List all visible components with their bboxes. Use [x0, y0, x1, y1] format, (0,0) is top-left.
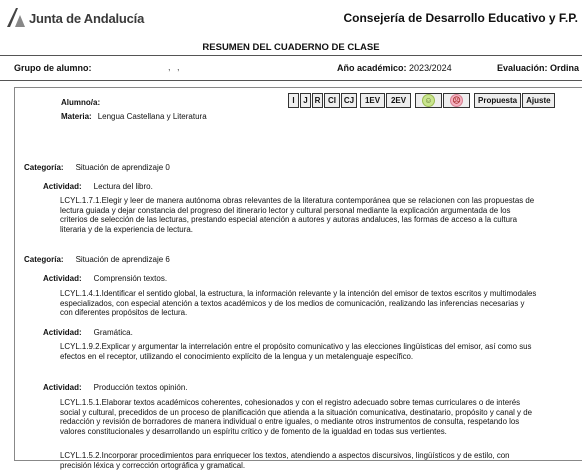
- category-value: Situación de aprendizaje 6: [75, 255, 170, 264]
- btn-2ev[interactable]: 2EV: [386, 93, 411, 108]
- btn-r[interactable]: R: [312, 93, 323, 108]
- category-row: [24, 255, 170, 264]
- logo-text: Junta de Andalucía: [29, 10, 145, 26]
- anio-field: [337, 63, 452, 73]
- activity-value: Lectura del libro.: [93, 182, 153, 191]
- btn-sad[interactable]: [443, 93, 470, 108]
- activity-value: Producción textos opinión.: [93, 383, 188, 392]
- junta-logo: [6, 6, 144, 28]
- activity-label: Actividad:: [43, 383, 82, 392]
- materia-row: [61, 112, 207, 121]
- page-header: [0, 0, 582, 36]
- activity-row: [43, 182, 153, 191]
- anio-value: 2023/2024: [409, 63, 452, 73]
- consejeria-title: Consejería de Desarrollo Educativo y F.P.: [343, 11, 578, 25]
- btn-happy[interactable]: [415, 93, 442, 108]
- activity-label: Actividad:: [43, 274, 82, 283]
- btn-1ev[interactable]: 1EV: [360, 93, 385, 108]
- activity-label: Actividad:: [43, 182, 82, 191]
- btn-j[interactable]: J: [300, 93, 311, 108]
- evaluacion-label: Evaluación: Ordina: [497, 63, 580, 73]
- activity-row: [43, 383, 188, 392]
- btn-ajuste[interactable]: Ajuste: [522, 93, 554, 108]
- info-row: [0, 55, 582, 81]
- btn-i[interactable]: I: [288, 93, 299, 108]
- category-row: [24, 163, 170, 172]
- btn-propuesta[interactable]: Propuesta: [474, 93, 521, 108]
- activity-row: [43, 328, 133, 337]
- materia-label: Materia:: [61, 112, 92, 121]
- category-value: Situación de aprendizaje 0: [75, 163, 170, 172]
- grupo-label: Grupo de alumno:: [14, 63, 92, 73]
- grading-toolbar: [288, 93, 555, 108]
- criterion-text: LCYL.1.5.1.Elaborar textos académicos coherentes, cohesionados y con el registro adecuado sobre temas curriculares o de interés social y cultural, precedidos de un proceso de planificación que atienda a la situación comunicativa, destinatario, propósito y canal y de redacción y revisión de borradores de manera individual o entre iguales, o mediante otros instrumentos de consulta, respetando los valores constitucionales y desarrollando un espíritu crítico y de fomento de la igualdad en todas sus vertientes.: [60, 398, 532, 436]
- activity-row: [43, 274, 167, 283]
- junta-logo-icon: [6, 6, 26, 28]
- category-label: Categoría:: [24, 255, 64, 264]
- materia-value: Lengua Castellana y Literatura: [97, 112, 207, 121]
- report-title: RESUMEN DEL CUADERNO DE CLASE: [202, 42, 380, 53]
- activity-value: Gramática.: [93, 328, 133, 337]
- activity-value: Comprensión textos.: [93, 274, 168, 283]
- btn-ci[interactable]: CI: [324, 93, 340, 108]
- criterion-text: LCYL.1.9.2.Explicar y argumentar la interrelación entre el propósito comunicativo y las elecciones lingüísticas del emisor, así como sus efectos en el receptor, utilizando el conocimiento explícito de la lengua y un metalenguaje específico.: [60, 342, 532, 361]
- alumno-label: Alumno/a:: [61, 98, 101, 107]
- student-panel: [14, 87, 582, 470]
- criterion-text: LCYL.1.7.1.Elegir y leer de manera autónoma obras relevantes de la literatura contemporánea que se relacionen con las propuestas de lectura guiada y dejar constancia del progreso del itinerario lector y cultural personal mediante la explicación argumentada de los criterios de selección de las lecturas, prestando especial atención a autores y autoras andaluces, las formas de acceso a la cultura literaria y de la experiencia de lectura.: [60, 196, 535, 234]
- sad-face-icon: ☹: [450, 94, 463, 107]
- happy-face-icon: ☺: [422, 94, 435, 107]
- activity-label: Actividad:: [43, 328, 82, 337]
- criterion-text: LCYL.1.4.1.Identificar el sentido global, la estructura, la información relevante y la intención del emisor de textos escritos y multimodales especializados, con especial atención a textos académicos y de los medios de comunicación, realizando las inferencias necesarias y con diferentes propósitos de lectura.: [60, 289, 537, 317]
- category-label: Categoría:: [24, 163, 64, 172]
- anio-label: Año académico:: [337, 63, 407, 73]
- criterion-text: LCYL.1.5.2.Incorporar procedimientos para enriquecer los textos, atendiendo a aspectos discursivos, lingüísticos y de estilo, con precisión léxica y corrección ortográfica y gramatical.: [60, 451, 510, 470]
- btn-cj[interactable]: CJ: [341, 93, 357, 108]
- grupo-value: , ,: [168, 62, 182, 72]
